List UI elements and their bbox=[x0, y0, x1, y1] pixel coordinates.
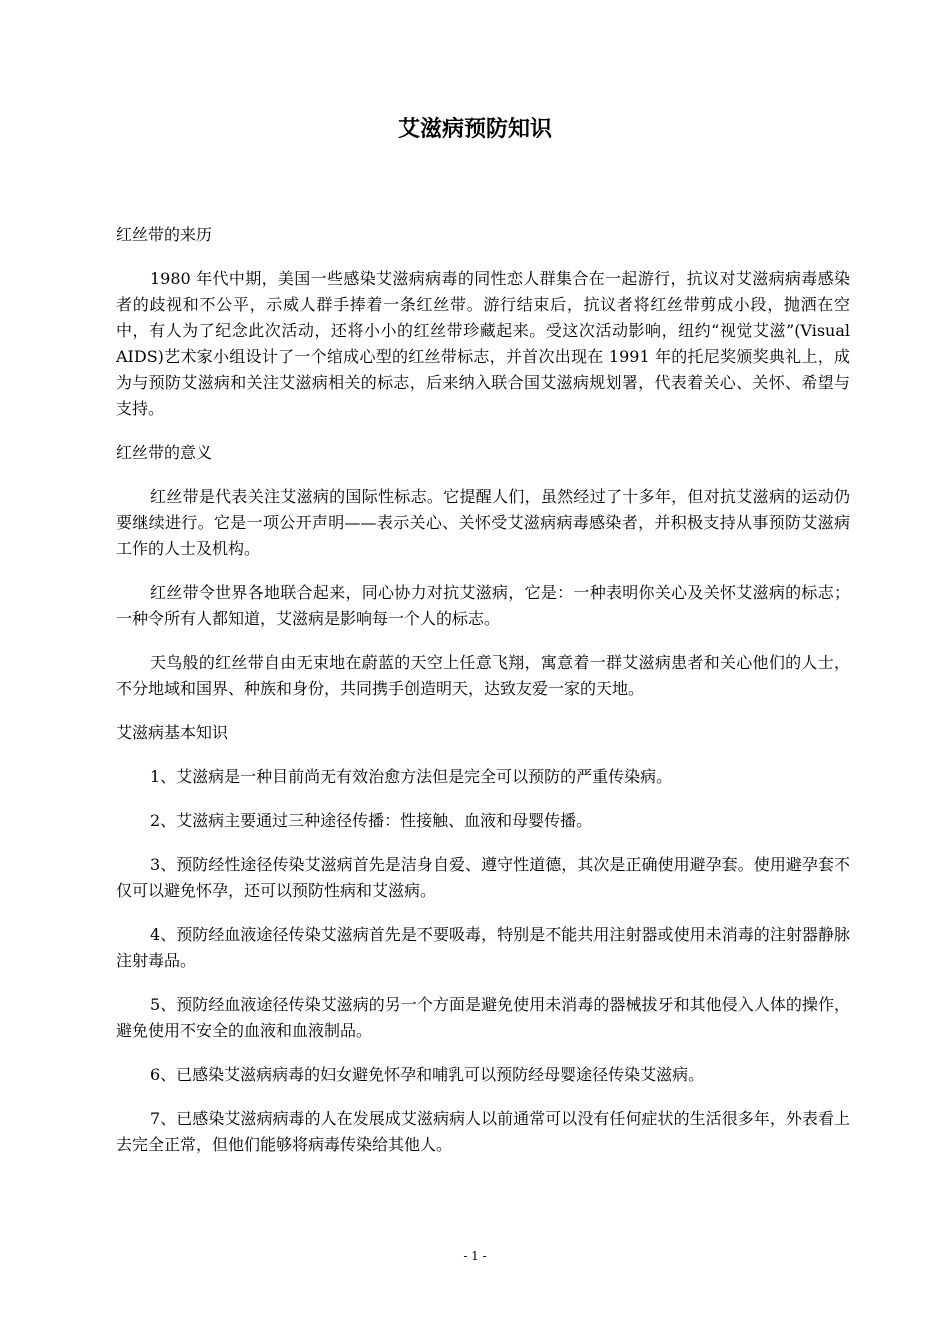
list-item: 3、预防经性途径传染艾滋病首先是洁身自爱、遵守性道德，其次是正确使用避孕套。使用避孕套不仅可以避免怀孕，还可以预防性病和艾滋病。 bbox=[116, 855, 850, 900]
document-body bbox=[116, 222, 850, 1176]
paragraph: 红丝带是代表关注艾滋病的国际性标志。它提醒人们，虽然经过了十多年，但对抗艾滋病的运动仍要继续进行。它是一项公开声明——表示关心、关怀受艾滋病病毒感染者，并积极支持从事预防艾滋病工作的人士及机构。 bbox=[116, 487, 850, 558]
section-heading: 红丝带的来历 bbox=[116, 225, 213, 244]
section-heading: 艾滋病基本知识 bbox=[116, 723, 229, 742]
list-item: 5、预防经血液途径传染艾滋病的另一个方面是避免使用未消毒的器械拔牙和其他侵入人体的操作，避免使用不安全的血液和血液制品。 bbox=[116, 995, 850, 1040]
section-ribbon-origin bbox=[116, 222, 850, 422]
page-number: - 1 - bbox=[463, 1249, 487, 1263]
paragraph: 天鸟般的红丝带自由无束地在蔚蓝的天空上任意飞翔，寓意着一群艾滋病患者和关心他们的人士，不分地域和国界、种族和身份，共同携手创造明天，达致友爱一家的天地。 bbox=[116, 653, 850, 698]
paragraph: 1980 年代中期，美国一些感染艾滋病病毒的同性恋人群集合在一起游行，抗议对艾滋病病毒感染者的歧视和不公平，示威人群手捧着一条红丝带。游行结束后，抗议者将红丝带剪成小段，抛洒在空中，有人为了纪念此次活动，还将小小的红丝带珍藏起来。受这次活动影响，纽约“视觉艾滋”(Visual AIDS)艺术家小组设计了一个绾成心型的红丝带标志，并首次出现在 1991 年的托尼奖颁奖典礼上，成为与预防艾滋病和关注艾滋病相关的标志，后来纳入联合国艾滋病规划署，代表着关心、关怀、希望与支持。 bbox=[116, 269, 850, 418]
list-item: 2、艾滋病主要通过三种途径传播：性接触、血液和母婴传播。 bbox=[150, 811, 593, 830]
list-item: 1、艾滋病是一种目前尚无有效治愈方法但是完全可以预防的严重传染病。 bbox=[150, 767, 673, 786]
list-item: 6、已感染艾滋病病毒的妇女避免怀孕和哺乳可以预防经母婴途径传染艾滋病。 bbox=[150, 1065, 705, 1084]
knowledge-list bbox=[116, 764, 850, 1158]
section-heading: 红丝带的意义 bbox=[116, 443, 213, 462]
list-item: 7、已感染艾滋病病毒的人在发展成艾滋病病人以前通常可以没有任何症状的生活很多年，外表看上去完全正常，但他们能够将病毒传染给其他人。 bbox=[116, 1109, 850, 1154]
list-item: 4、预防经血液途径传染艾滋病首先是不要吸毒，特别是不能共用注射器或使用未消毒的注射器静脉注射毒品。 bbox=[116, 925, 850, 970]
section-aids-basics bbox=[116, 720, 850, 1158]
section-ribbon-meaning bbox=[116, 440, 850, 702]
page-title: 艾滋病预防知识 bbox=[397, 117, 552, 142]
paragraph: 红丝带令世界各地联合起来，同心协力对抗艾滋病，它是：一种表明你关心及关怀艾滋病的标志；一种令所有人都知道，艾滋病是影响每一个人的标志。 bbox=[116, 583, 850, 628]
